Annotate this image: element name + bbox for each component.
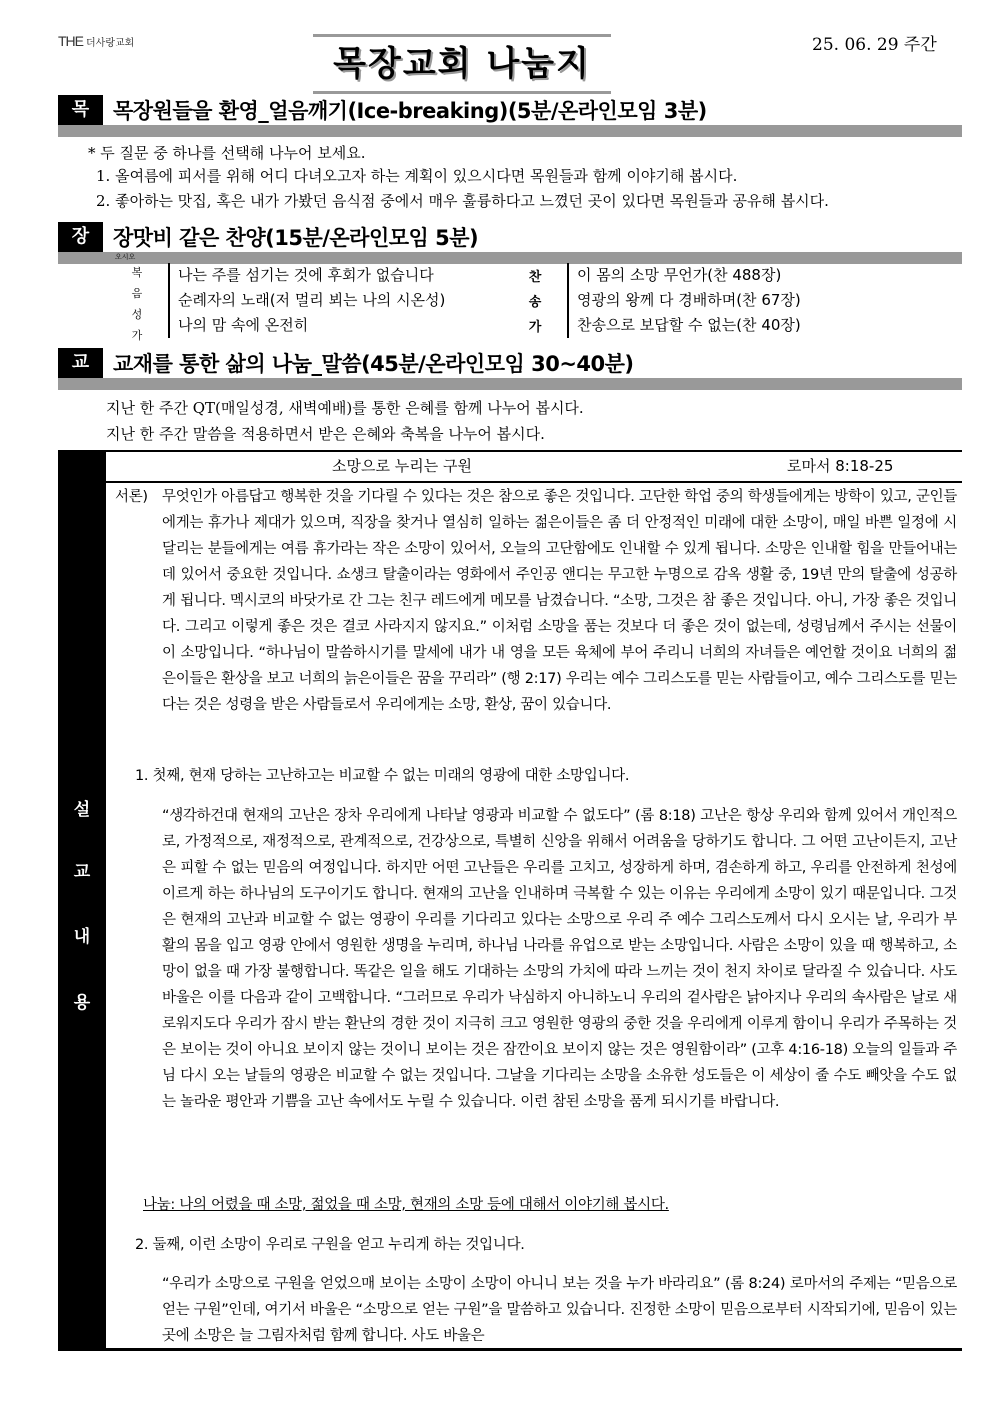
- label-char: 성: [131, 308, 143, 321]
- word-prompt-1: 지난 한 주간 QT(매일성경, 새벽예배)를 통한 은혜를 함께 나누어 봅시다.: [106, 399, 584, 417]
- page-title-box: [313, 34, 611, 94]
- section-worship-header: [58, 222, 962, 264]
- section-word-header: [58, 348, 962, 390]
- word-prompt-2: 지난 한 주간 말씀을 적용하면서 받은 은혜와 축복을 나누어 봅시다.: [106, 425, 545, 443]
- hymn-tag: 오시오: [115, 253, 136, 261]
- point-2-body: “우리가 소망으로 구원을 얻었으매 보이는 소망이 소망이 아니니 보는 것을 누가 바라리요” (롬 8:24) 로마서의 주제는 “믿음으로 얻는 구원”인데, 여기서 바울은 “소망으로 얻는 구원”을 말씀하고 있습니다. 진정한 소망이 믿음으로부터 시작되기에, 믿음이 있는 곳에 소망은 늘 그림자처럼 함께 합니다. 사도 바울은: [162, 1276, 957, 1344]
- sermon-bottom-border: [58, 1348, 962, 1351]
- hymn: 영광의 왕께 다 경배하며(찬 67장): [577, 291, 801, 309]
- gospel-song: 나는 주를 섬기는 것에 후회가 없습니다: [178, 266, 434, 284]
- logo-mark: THE: [58, 33, 83, 49]
- section-badge: 교: [58, 348, 103, 378]
- intro-label: 서론): [115, 489, 148, 505]
- welcome-question-1: 1. 올여름에 피서를 위해 어디 다녀오고자 하는 계획이 있으시다면 목원들과 함께 이야기해 봅시다.: [96, 167, 738, 185]
- hymn-label: [525, 265, 545, 340]
- section-title: 교재를 통한 삶의 나눔_말씀(45분/온라인모임 30~40분): [113, 352, 634, 376]
- label-char: 찬: [528, 270, 542, 285]
- sermon-side-label: [58, 450, 106, 1350]
- point-1-heading: 1. 첫째, 현재 당하는 고난하고는 비교할 수 없는 미래의 영광에 대한 소망입니다.: [135, 768, 630, 784]
- sharing-prompt: 나눔: 나의 어렸을 때 소망, 젊었을 때 소망, 현재의 소망 등에 대해서 이야기해 봅시다.: [143, 1197, 669, 1213]
- side-char: 교: [73, 862, 91, 882]
- gospel-song: 나의 맘 속에 온전히: [178, 316, 309, 334]
- welcome-question-2: 2. 좋아하는 맛집, 혹은 내가 가봤던 음식점 중에서 매우 훌륭하다고 느꼈던 곳이 있다면 목원들과 공유해 봅시다.: [96, 192, 829, 210]
- section-title: 목장원들을 환영_얼음깨기(Ice-breaking)(5분/온라인모임 3분): [113, 99, 707, 123]
- church-logo: [58, 33, 134, 49]
- section-badge: 장: [58, 222, 103, 252]
- logo-text: 더사랑교회: [86, 37, 135, 49]
- scripture-reference: 로마서 8:18-25: [787, 457, 894, 475]
- section-divider: [58, 125, 962, 137]
- side-char: 용: [73, 993, 91, 1013]
- gospel-song: 순례자의 노래(저 멀리 뵈는 나의 시온성): [178, 291, 446, 309]
- gospel-song-label: [127, 262, 147, 346]
- hymn: 찬송으로 보답할 수 없는(찬 40장): [577, 316, 801, 334]
- section-welcome-header: [58, 95, 962, 137]
- label-char: 가: [131, 329, 143, 342]
- section-divider: [58, 378, 962, 390]
- label-char: 음: [131, 287, 143, 300]
- sermon-intro: 무엇인가 아름답고 행복한 것을 기다릴 수 있다는 것은 참으로 좋은 것입니다. 고단한 학업 중의 학생들에게는 방학이 있고, 군인들에게는 휴가나 제대가 있으며, 직장을 찾거나 열심히 일하는 젊은이들은 좀 더 안정적인 미래에 대한 소망이, 매일 바쁜 일정에 시달리는 분들에게는 여름 휴가라는 작은 소망이 있어서, 오늘의 고단함에도 인내할 수 있게 됩니다. 소망은 인내할 힘을 만들어내는 데 있어서 중요한 것입니다. 쇼생크 탈출이라는 영화에서 주인공 앤디는 무고한 누명으로 감옥 생활 중, 19년 만의 탈출에 성공하게 됩니다. 멕시코의 바닷가로 간 그는 친구 레드에게 메모를 남겼습니다. “소망, 그것은 참 좋은 것입니다. 아니, 가장 좋은 것입니다. 그리고 이렇게 좋은 것은 결코 사라지지 않지요.” 이처럼 소망을 품는 것보다 더 좋은 것이 없는데, 성령님께서 주시는 선물이 이 소망입니다. “하나님이 말씀하시기를 말세에 내가 내 영을 모든 육체에 부어 주리니 너희의 자녀들은 예언할 것이요 너희의 젊은이들은 환상을 보고 너희의 늙은이들은 꿈을 꾸리라” (행 2:17) 우리는 예수 그리스도를 믿는 사람들이고, 예수 그리스도를 믿는다는 것은 성령을 받은 사람들로서 우리에게는 소망, 환상, 꿈이 있습니다.: [162, 489, 957, 713]
- welcome-intro: * 두 질문 중 하나를 선택해 나누어 보세요.: [88, 144, 366, 162]
- label-char: 복: [131, 266, 143, 279]
- hymn-list: [567, 263, 801, 338]
- section-badge: 목: [58, 95, 103, 125]
- label-char: 가: [528, 320, 542, 335]
- week-date: 25. 06. 29 주간: [812, 35, 937, 55]
- hymn: 이 몸의 소망 무언가(찬 488장): [577, 266, 782, 284]
- gospel-song-list: [168, 263, 445, 338]
- side-char: 내: [73, 927, 91, 947]
- point-1-body: “생각하건대 현재의 고난은 장차 우리에게 나타날 영광과 비교할 수 없도다” (롬 8:18) 고난은 항상 우리와 함께 있어서 개인적으로, 가정적으로, 재정적으로, 관계적으로, 건강상으로, 특별히 신앙을 위해서 어려움을 당하기도 합니다. 그 어떤 고난이든지, 고난은 피할 수 없는 믿음의 여정입니다. 하지만 어떤 고난들은 우리를 고치고, 성장하게 하며, 겸손하게 하고, 우리를 안전하게 천성에 이르게 하는 하나님의 도구이기도 합니다. 현재의 고난을 인내하며 극복할 수 있는 이유는 우리에게 소망이 있기 때문입니다. 그것은 현재의 고난과 비교할 수 없는 영광이 우리를 기다리고 있다는 소망으로 우리 주 예수 그리스도께서 다시 오시는 날, 우리가 부활의 몸을 입고 영광 안에서 영원한 생명을 누리며, 하나님 나라를 유업으로 받는 소망입니다. 사람은 소망이 있을 때 행복하고, 소망이 없을 때 가장 불행합니다. 똑같은 일을 해도 기대하는 소망의 가치에 따라 느끼는 것이 천지 차이로 달라질 수 있습니다. 사도 바울은 이를 다음과 같이 고백합니다. “그러므로 우리가 낙심하지 아니하노니 우리의 겉사람은 낡아지나 우리의 속사람은 날로 새로워지도다 우리가 잠시 받는 환난의 경한 것이 지극히 크고 영원한 영광의 중한 것을 우리에게 이루게 함이니 우리가 주목하는 것은 보이는 것이 아니요 보이지 않는 것이니 보이는 것은 잠깐이요 보이지 않는 것은 영원함이라” (고후 4:16-18) 오늘의 일들과 주님 다시 오는 날들의 영광은 비교할 수 없는 것입니다. 그날을 기다리는 소망을 소유한 성도들은 이 세상이 줄 수도 빼앗을 수도 없는 놀라운 평안과 기쁨을 고난 속에서도 누릴 수 있습니다. 이런 참된 소망을 품게 되시기를 바랍니다.: [162, 808, 957, 1110]
- page-title: 목장교회 나눔지: [333, 44, 591, 84]
- side-char: 설: [73, 800, 91, 820]
- section-title: 장맛비 같은 찬양(15분/온라인모임 5분): [113, 226, 479, 250]
- label-char: 송: [528, 295, 542, 310]
- point-2-heading: 2. 둘째, 이런 소망이 우리로 구원을 얻고 누리게 하는 것입니다.: [135, 1237, 525, 1253]
- sermon-title: 소망으로 누리는 구원: [332, 457, 472, 475]
- sermon-header: [106, 450, 962, 483]
